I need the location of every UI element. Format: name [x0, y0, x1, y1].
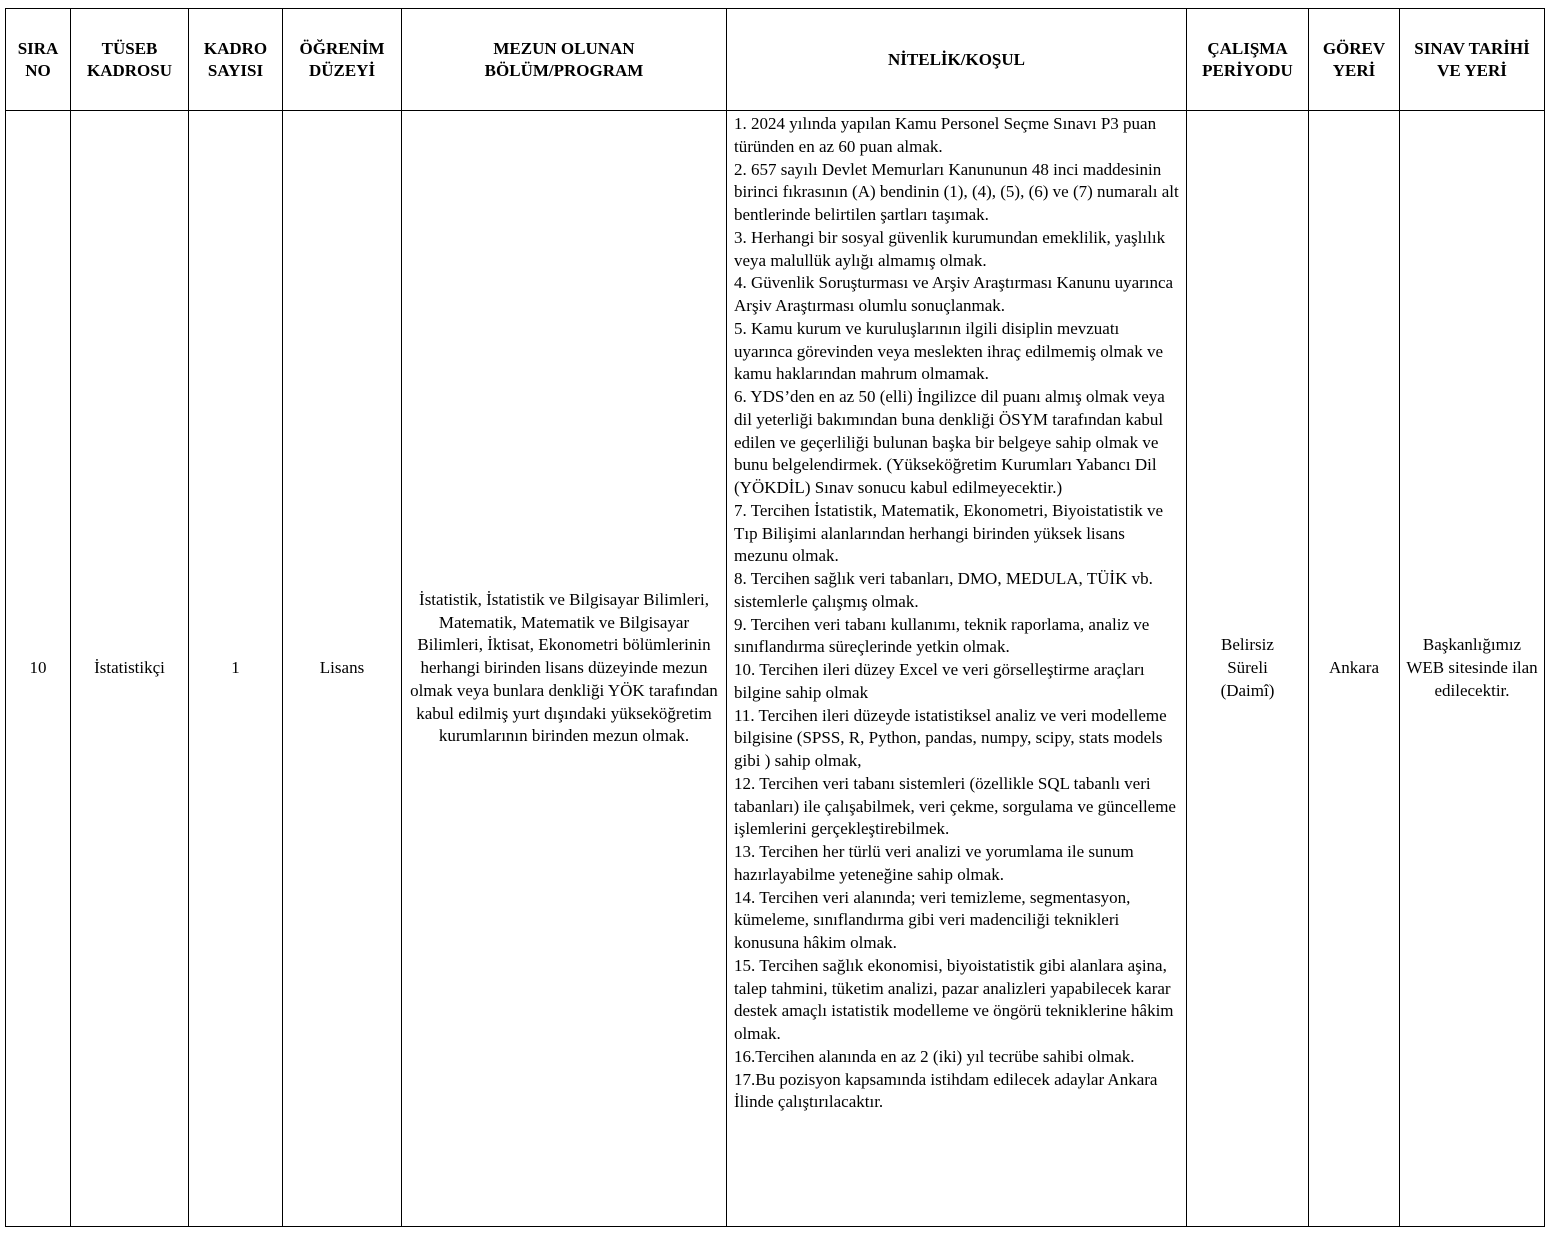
header-kadro-sayisi: KADRO SAYISI: [189, 9, 283, 111]
cell-mezun-bolum: İstatistik, İstatistik ve Bilgisayar Bilimleri, Matematik, Matematik ve Bilgisayar Bilimleri, İktisat, Ekonometri bölümlerinin herhangi birinden lisans düzeyinde mezun olmak veya bunlara denkliği YÖK tarafından kabul edilmiş yurt dışındaki yükseköğretim kurumlarının birinden mezun olmak.: [402, 111, 727, 1227]
header-row: [6, 9, 1545, 111]
table-row: [6, 111, 1545, 1227]
header-mezun-bolum: MEZUN OLUNAN BÖLÜM/PROGRAM: [402, 9, 727, 111]
header-ogrenim-duzeyi: ÖĞRENİM DÜZEYİ: [283, 9, 402, 111]
condition-item: 13. Tercihen her türlü veri analizi ve yorumlama ile sunum hazırlayabilme yeteneğine sahip olmak.: [734, 842, 1134, 884]
condition-item: 7. Tercihen İstatistik, Matematik, Ekonometri, Biyoistatistik ve Tıp Bilişimi alanlarından herhangi birinden yüksek lisans mezunu olmak.: [734, 500, 1164, 566]
condition-item: 4. Güvenlik Soruşturması ve Arşiv Araştırması Kanunu uyarınca Arşiv Araştırması olumlu sonuçlanmak.: [734, 273, 1174, 315]
header-gorev-yeri: GÖREV YERİ: [1309, 9, 1400, 111]
cell-nitelik: [727, 111, 1187, 1227]
cell-gorev-yeri: Ankara: [1309, 111, 1400, 1227]
condition-item: 1. 2024 yılında yapılan Kamu Personel Seçme Sınavı P3 puan türünden en az 60 puan almak.: [734, 114, 1157, 156]
condition-item: 2. 657 sayılı Devlet Memurları Kanununun 48 inci maddesinin birinci fıkrasının (A) bendinin (1), (4), (5), (6) ve (7) numaralı alt bentlerinde belirtilen şartları taşımak.: [734, 159, 1179, 224]
cell-ogrenim-duzeyi: Lisans: [283, 111, 402, 1227]
cell-sira-no: 10: [6, 111, 71, 1227]
cell-sinav: Başkanlığımız WEB sitesinde ilan edilecektir.: [1400, 111, 1545, 1227]
condition-item: 3. Herhangi bir sosyal güvenlik kurumundan emeklilik, yaşlılık veya malullük aylığı almamış olmak.: [734, 227, 1166, 270]
condition-item: 16.Tercihen alanında en az 2 (iki) yıl tecrübe sahibi olmak.: [734, 1046, 1135, 1066]
condition-item: 9. Tercihen veri tabanı kullanımı, teknik raporlama, analiz ve sınıflandırma süreçlerinde yetkin olmak.: [734, 614, 1150, 657]
condition-item: 11. Tercihen ileri düzeyde istatistiksel analiz ve veri modelleme bilgisine (SPSS, R, Python, pandas, numpy, scipy, stats models gibi ) sahip olmak,: [734, 705, 1167, 770]
job-posting-table: [5, 8, 1545, 1227]
header-nitelik: NİTELİK/KOŞUL: [727, 9, 1187, 111]
cell-kadro-sayisi: 1: [189, 111, 283, 1227]
condition-item: 14. Tercihen veri alanında; veri temizleme, segmentasyon, kümeleme, sınıflandırma gibi veri madenciliği teknikleri konusuna hâkim olmak.: [734, 887, 1131, 952]
condition-item: 12. Tercihen veri tabanı sistemleri (özellikle SQL tabanlı veri tabanları) ile çalışabilmek, veri çekme, sorgulama ve güncelleme işlemlerini gerçekleştirebilmek.: [734, 773, 1176, 839]
cell-calisma-periyodu: Belirsiz Süreli (Daimî): [1187, 111, 1309, 1227]
condition-item: 8. Tercihen sağlık veri tabanları, DMO, MEDULA, TÜİK vb. sistemlerle çalışmış olmak.: [734, 569, 1153, 611]
header-sinav: SINAV TARİHİ VE YERİ: [1400, 9, 1545, 111]
cell-tuseb-kadrosu: İstatistikçi: [71, 111, 189, 1227]
header-calisma-periyodu: ÇALIŞMA PERİYODU: [1187, 9, 1309, 111]
condition-item: 5. Kamu kurum ve kuruluşlarının ilgili disiplin mevzuatı uyarınca görevinden veya meslekten ihraç edilmemiş olmak ve kamu haklarından mahrum olmamak.: [734, 318, 1164, 384]
header-tuseb-kadrosu: TÜSEB KADROSU: [71, 9, 189, 111]
header-sira-no: SIRA NO: [6, 9, 71, 111]
condition-item: 10. Tercihen ileri düzey Excel ve veri görselleştirme araçları bilgine sahip olmak: [734, 660, 1145, 702]
condition-item: 17.Bu pozisyon kapsamında istihdam edilecek adaylar Ankara İlinde çalıştırılacaktır.: [734, 1069, 1158, 1112]
condition-item: 6. YDS’den en az 50 (elli) İngilizce dil puanı almış olmak veya dil yeterliği bakımından buna denkliği ÖSYM tarafından kabul edilen ve geçerliliği bulunan başka bir belgeye sahip olmak ve bunu belgelendirmek. (Yükseköğretim Kurumları Yabancı Dil (YÖKDİL) Sınav sonucu kabul edilmeyecektir.): [734, 387, 1165, 497]
condition-item: 15. Tercihen sağlık ekonomisi, biyoistatistik gibi alanlara aşina, talep tahmini, tüketim analizi, pazar analizleri yapabilecek karar destek amaçlı istatistik modelleme ve öngörü tekniklerine hâkim olmak.: [734, 955, 1174, 1043]
